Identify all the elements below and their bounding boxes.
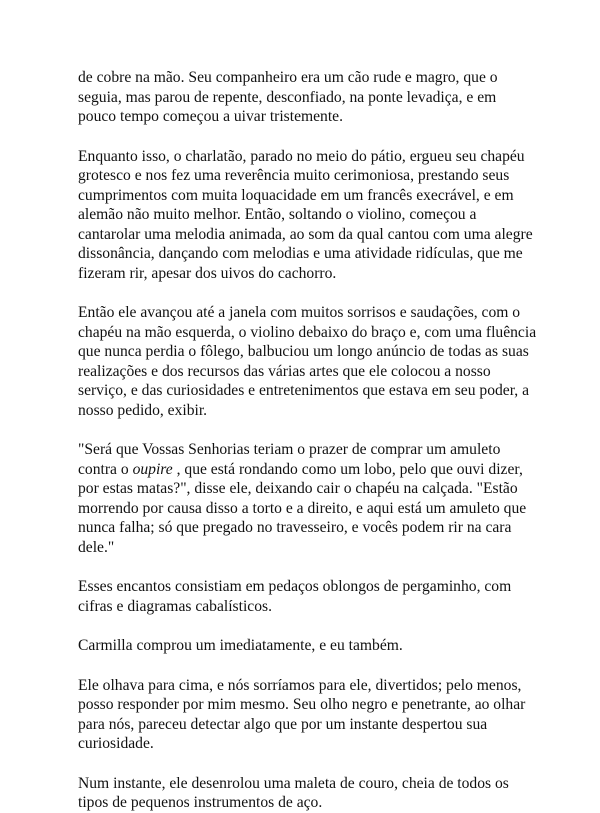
- paragraph-4-text-end: , que está rondando como um lobo, pelo que ouvi dizer, por estas matas?", disse ele, deixando cair o chapéu na calçada. "Estão morrendo por causa disso a torto e a direito, e aqui está um amuleto que nunca falha; só que pregado no travesseiro, e vocês podem rir na cara dele.": [78, 460, 527, 556]
- paragraph-2: Enquanto isso, o charlatão, parado no meio do pátio, ergueu seu chapéu grotesco e nos fez uma reverência muito cerimoniosa, prestando seus cumprimentos com muita loquacidade em um francês execrável, e em alemão não muito melhor. Então, soltando o violino, começou a cantarolar uma melodia animada, ao som da qual cantou com uma alegre dissonância, dançando com melodias e uma atividade ridículas, que me fizeram rir, apesar dos uivos do cachorro.: [78, 147, 533, 282]
- document-page: [78, 68, 538, 813]
- paragraph-8: Num instante, ele desenrolou uma maleta de couro, cheia de todos os tipos de pequenos instrumentos de aço.: [78, 774, 509, 811]
- paragraph-6: Carmilla comprou um imediatamente, e eu também.: [78, 637, 403, 654]
- paragraph-4: [78, 440, 538, 557]
- paragraph-5: Esses encantos consistiam em pedaços oblongos de pergaminho, com cifras e diagramas cabalísticos.: [78, 578, 512, 615]
- paragraph-1: de cobre na mão. Seu companheiro era um cão rude e magro, que o seguia, mas parou de repente, desconfiado, na ponte levadiça, e em pouco tempo começou a uivar tristemente.: [78, 69, 498, 125]
- paragraph-3: Então ele avançou até a janela com muitos sorrisos e saudações, com o chapéu na mão esquerda, o violino debaixo do braço e, com uma fluência que nunca perdia o fôlego, balbuciou um longo anúncio de todas as suas realizações e dos recursos das várias artes que ele colocou a nosso serviço, e das curiosidades e entretenimentos que estava em seu poder, a nosso pedido, exibir.: [78, 304, 537, 419]
- paragraph-4-italic-word: oupire: [132, 460, 173, 478]
- paragraph-7: Ele olhava para cima, e nós sorríamos para ele, divertidos; pelo menos, posso responder por mim mesmo. Seu olho negro e penetrante, ao olhar para nós, pareceu detectar algo que por um instante despertou sua curiosidade.: [78, 676, 526, 752]
- paragraph-4-text-start: "Será que Vossas Senhorias teriam o prazer de comprar um amuleto contra o: [78, 441, 501, 478]
